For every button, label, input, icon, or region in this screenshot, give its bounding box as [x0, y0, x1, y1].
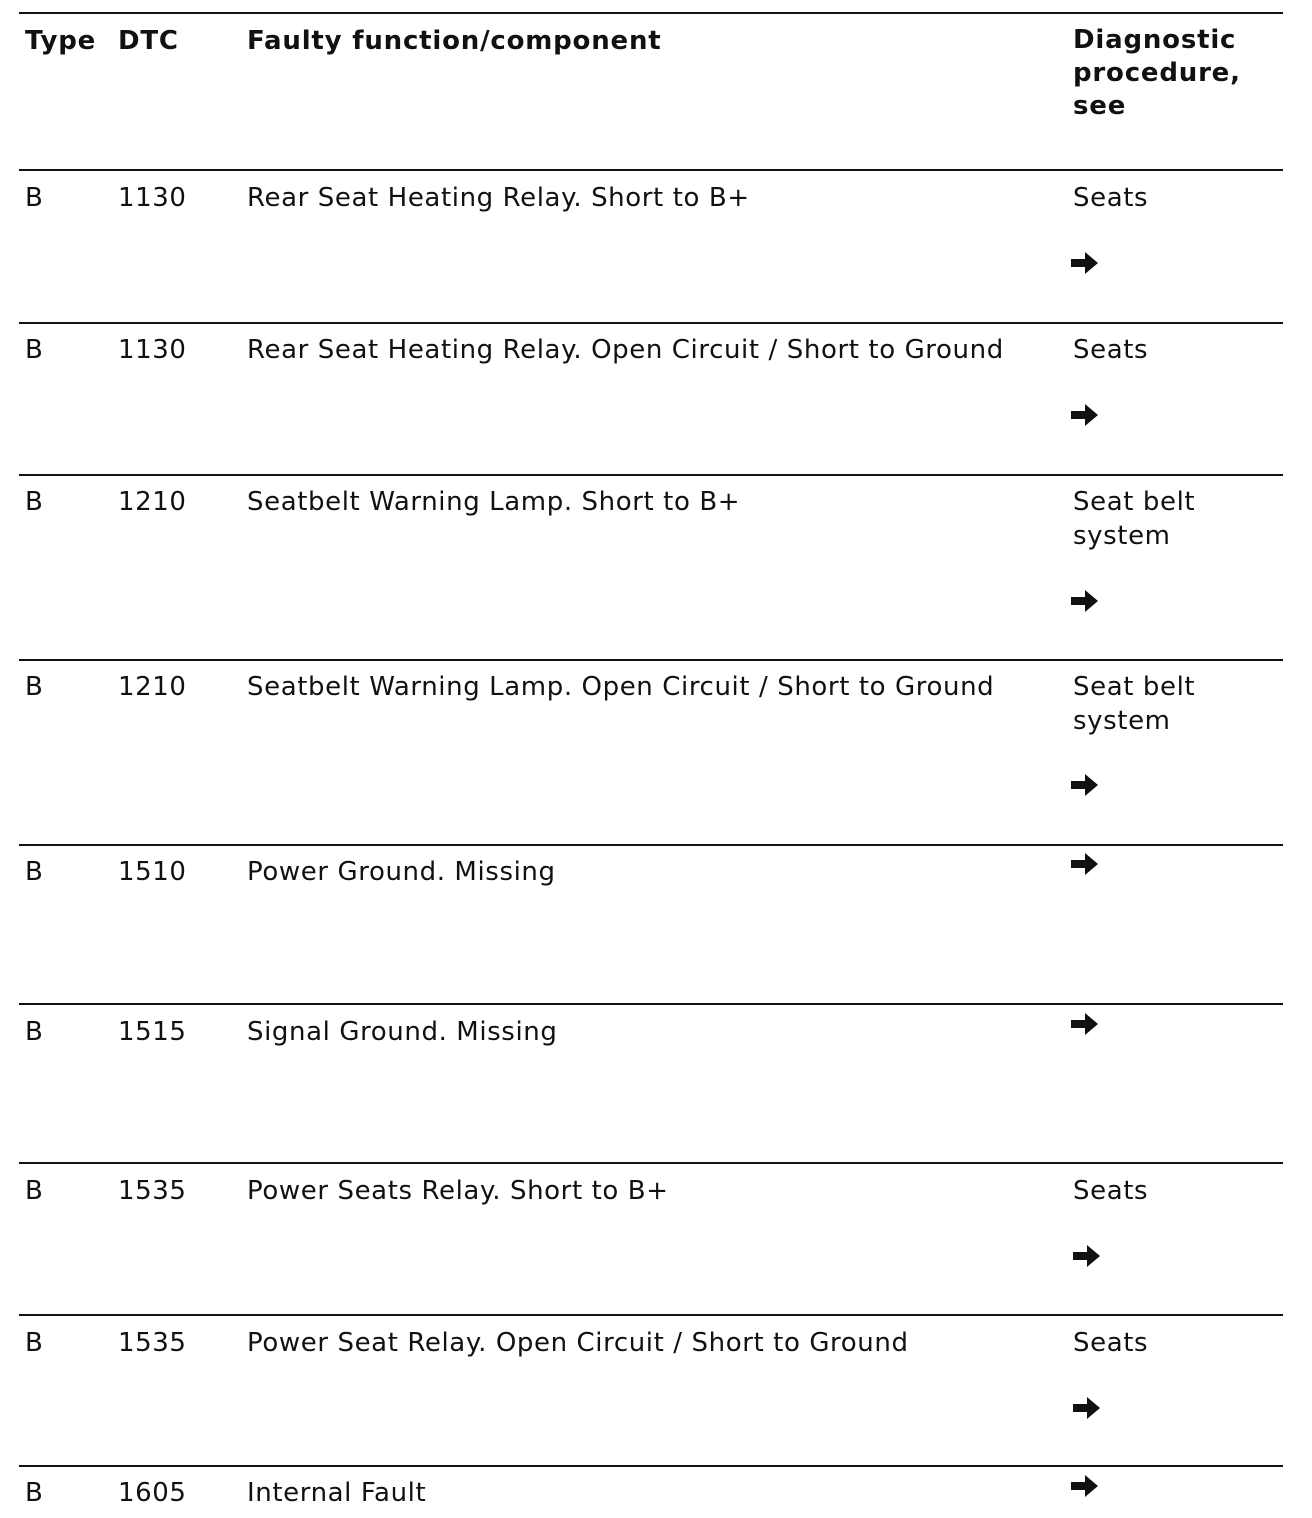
row-dtc: 1130 [118, 183, 187, 213]
row-type: B [25, 672, 44, 702]
row-type: B [25, 335, 44, 365]
row-type: B [25, 487, 44, 517]
row-type: B [25, 1017, 44, 1047]
row-divider [19, 1003, 1283, 1005]
row-dtc: 1535 [118, 1176, 187, 1206]
header-fault: Faulty function/component [247, 26, 662, 56]
row-fault: Internal Fault [247, 1478, 427, 1508]
right-arrow-icon[interactable] [1071, 1475, 1099, 1497]
row-dtc: 1605 [118, 1478, 187, 1508]
row-fault: Seatbelt Warning Lamp. Open Circuit / Short to Ground [247, 672, 995, 702]
row-diagnostic-link[interactable]: Seats [1073, 335, 1149, 365]
right-arrow-icon[interactable] [1071, 1013, 1099, 1035]
right-arrow-icon[interactable] [1071, 853, 1099, 875]
row-type: B [25, 1328, 44, 1358]
header-dtc: DTC [118, 26, 179, 56]
header-bottom-rule [19, 169, 1283, 171]
row-divider [19, 1314, 1283, 1316]
row-diagnostic-link[interactable]: Seats [1073, 1328, 1149, 1358]
row-dtc: 1210 [118, 672, 187, 702]
row-type: B [25, 1478, 44, 1508]
row-dtc: 1515 [118, 1017, 187, 1047]
row-fault: Power Seats Relay. Short to B+ [247, 1176, 669, 1206]
row-divider [19, 844, 1283, 846]
row-fault: Rear Seat Heating Relay. Open Circuit / Short to Ground [247, 335, 1004, 365]
table-top-rule [19, 12, 1283, 14]
row-dtc: 1535 [118, 1328, 187, 1358]
right-arrow-icon[interactable] [1071, 590, 1099, 612]
row-type: B [25, 183, 44, 213]
row-fault: Rear Seat Heating Relay. Short to B+ [247, 183, 750, 213]
row-diagnostic-link[interactable]: Seat belt system [1073, 487, 1196, 551]
row-dtc: 1210 [118, 487, 187, 517]
right-arrow-icon[interactable] [1073, 1245, 1101, 1267]
row-fault: Signal Ground. Missing [247, 1017, 558, 1047]
row-dtc: 1510 [118, 857, 187, 887]
right-arrow-icon[interactable] [1073, 1397, 1101, 1419]
row-divider [19, 474, 1283, 476]
right-arrow-icon[interactable] [1071, 252, 1099, 274]
row-fault: Power Seat Relay. Open Circuit / Short to Ground [247, 1328, 909, 1358]
row-type: B [25, 857, 44, 887]
header-diagnostic: Diagnostic procedure, see [1073, 25, 1241, 121]
right-arrow-icon[interactable] [1071, 774, 1099, 796]
row-diagnostic-link[interactable]: Seats [1073, 183, 1149, 213]
row-fault: Power Ground. Missing [247, 857, 556, 887]
row-divider [19, 659, 1283, 661]
row-divider [19, 1162, 1283, 1164]
row-type: B [25, 1176, 44, 1206]
row-diagnostic-link[interactable]: Seat belt system [1073, 672, 1196, 736]
row-divider [19, 1465, 1283, 1467]
row-dtc: 1130 [118, 335, 187, 365]
right-arrow-icon[interactable] [1071, 404, 1099, 426]
row-fault: Seatbelt Warning Lamp. Short to B+ [247, 487, 741, 517]
row-divider [19, 322, 1283, 324]
header-type: Type [25, 26, 97, 56]
row-diagnostic-link[interactable]: Seats [1073, 1176, 1149, 1206]
